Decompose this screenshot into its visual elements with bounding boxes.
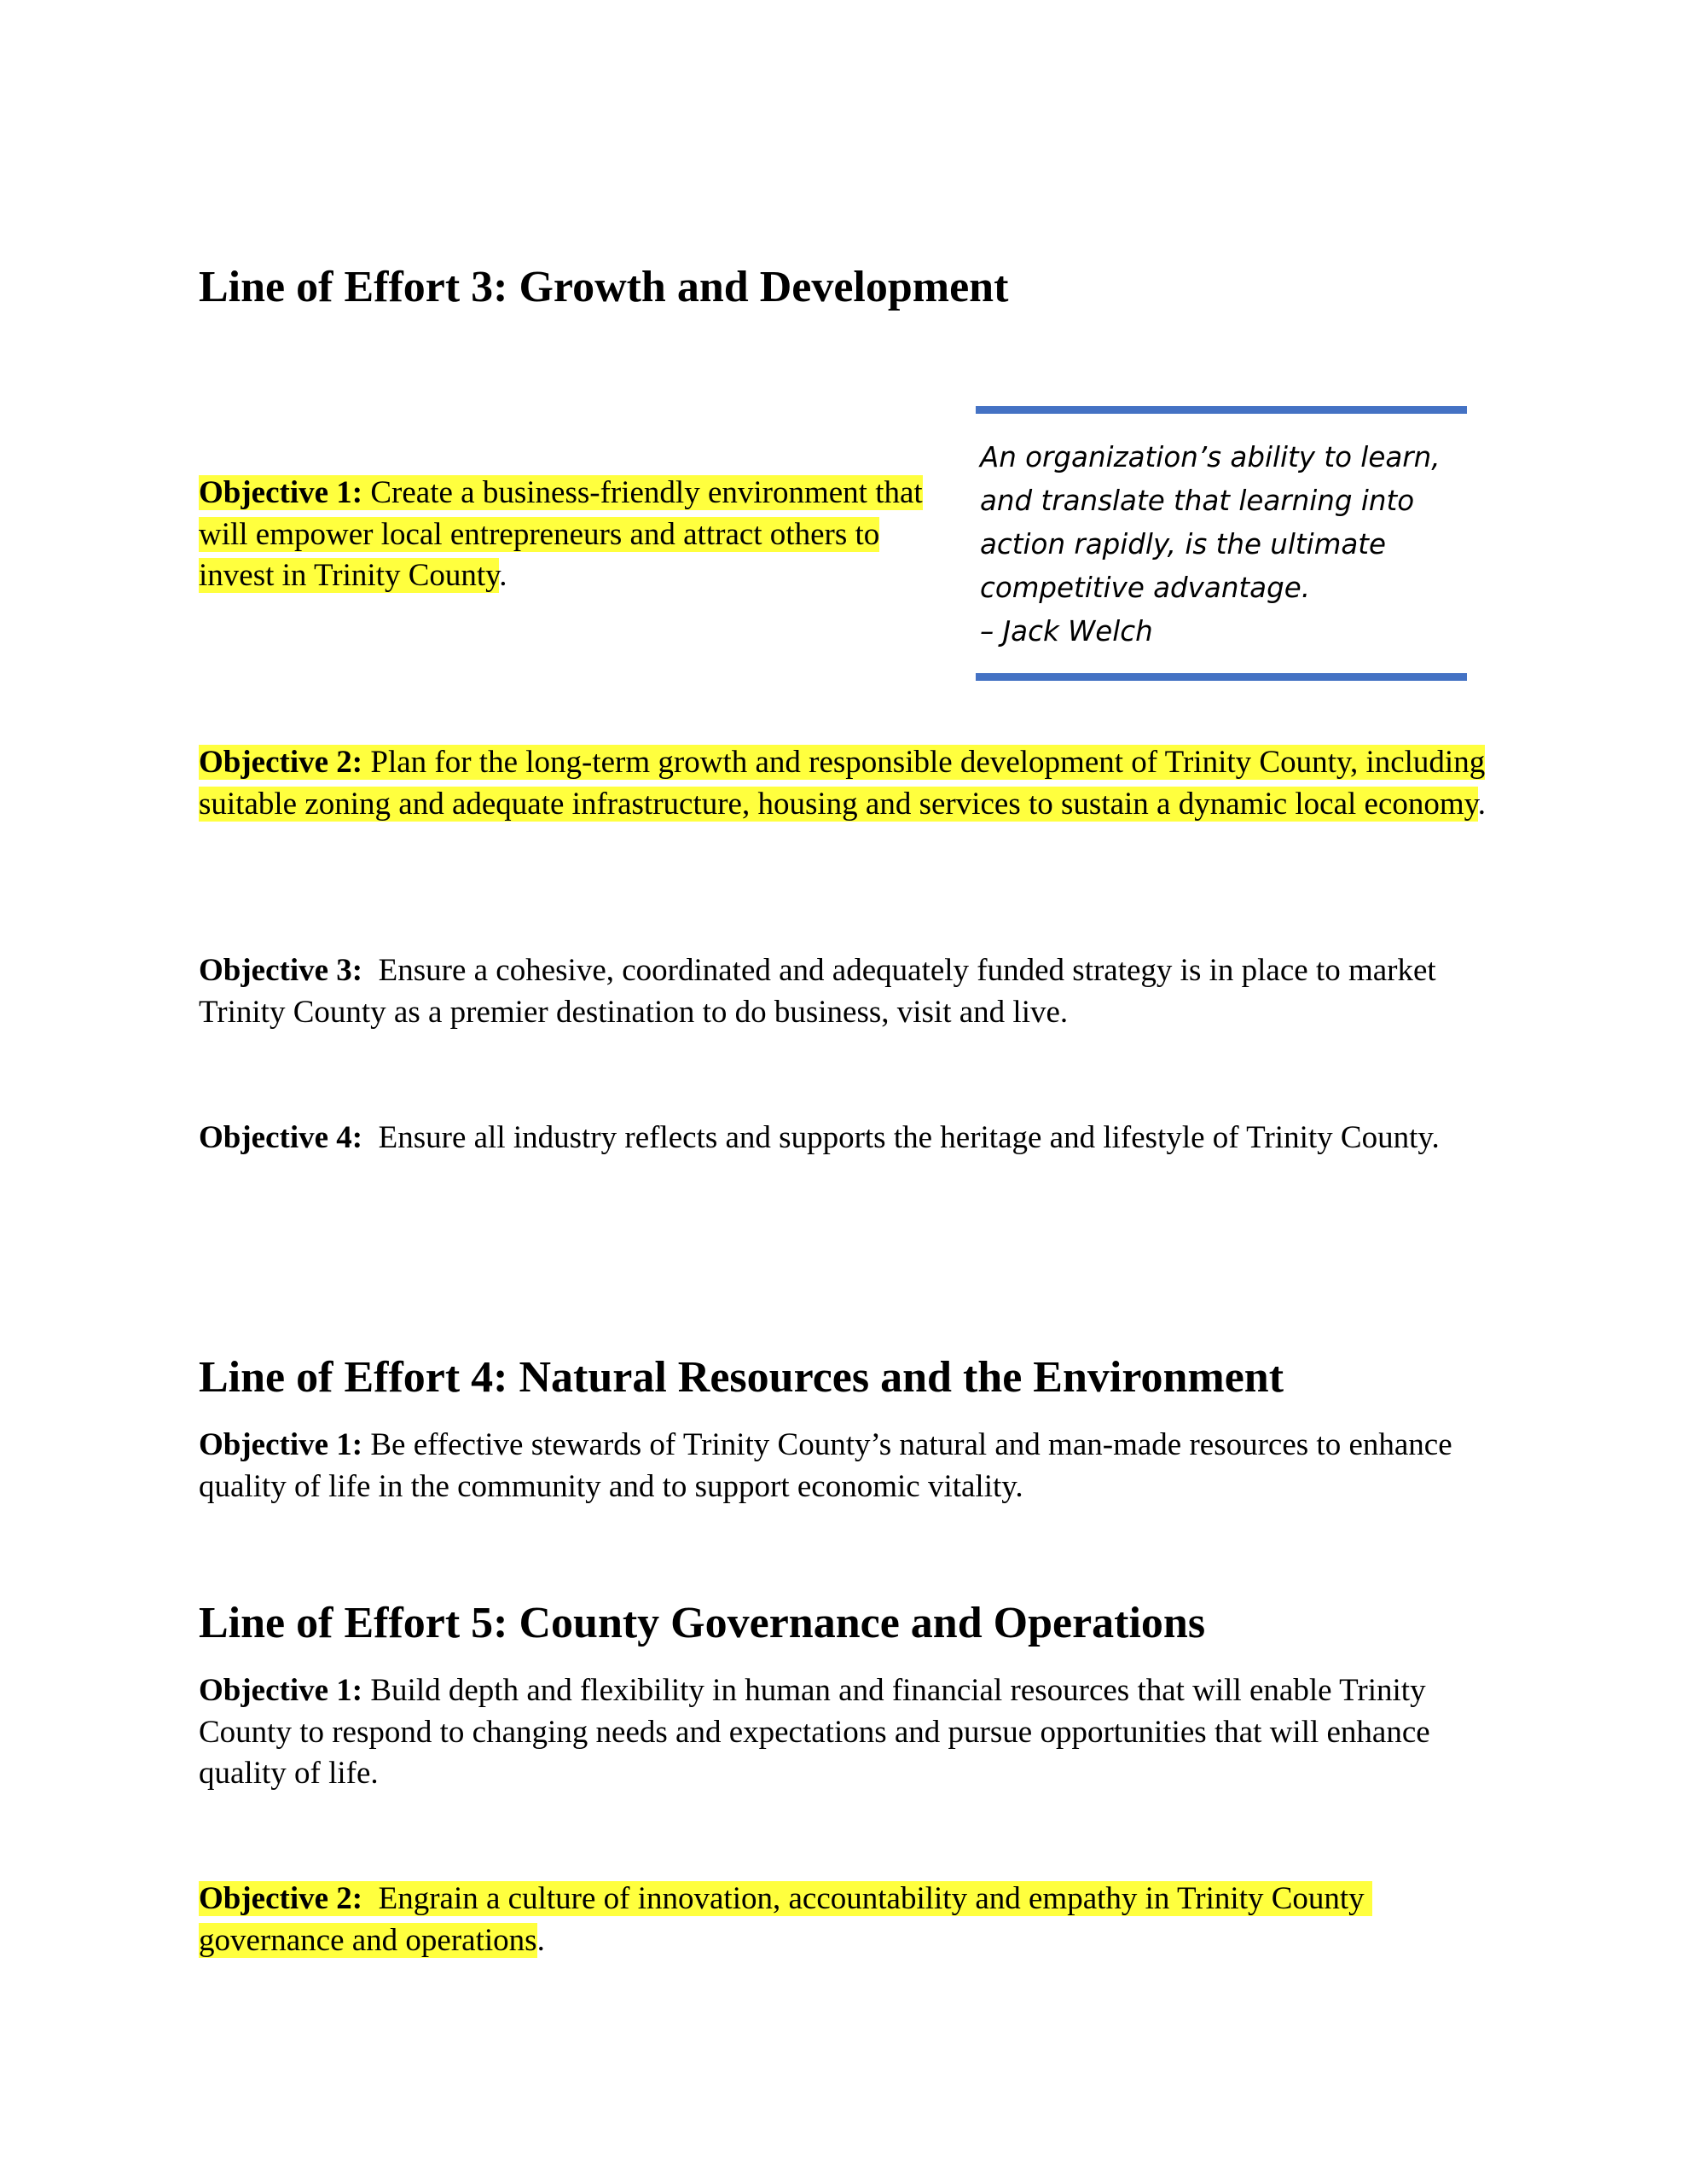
highlighted-text	[199, 1881, 1372, 1958]
quote-rule-top	[976, 406, 1467, 414]
highlighted-text	[199, 745, 1485, 822]
loe5-objective-1	[199, 1670, 1512, 1795]
objective-label: Objective 1:	[199, 475, 363, 510]
quote-line: competitive advantage.	[980, 572, 1311, 604]
loe3-objective-1	[199, 473, 949, 597]
objective-text: Create a business-friendly environment that will empower local entrepreneurs and attract others to invest in Trinity County	[199, 475, 923, 593]
quote-text	[980, 436, 1466, 653]
objective-trailing: .	[536, 1922, 545, 1958]
objective-text: Build depth and flexibility in human and financial resources that will enable Trinity County to respond to changing needs and expectations and pursue opportunities that will enhance quality of life.	[199, 1673, 1430, 1791]
objective-text: Engrain a culture of innovation, accountability and empathy in Trinity County governance and operations	[199, 1881, 1372, 1958]
objective-text: Ensure all industry reflects and supports the heritage and lifestyle of Trinity County.	[362, 1120, 1440, 1155]
quote-line: and translate that learning into	[980, 485, 1415, 517]
quote-line: action rapidly, is the ultimate	[980, 528, 1387, 561]
highlighted-text	[199, 475, 923, 593]
loe3-objective-3	[199, 950, 1495, 1033]
quote-attribution: – Jack Welch	[980, 615, 1153, 648]
objective-trailing: .	[499, 558, 507, 593]
objective-label: Objective 1:	[199, 1673, 363, 1708]
section-heading-loe3: Line of Effort 3: Growth and Development	[199, 263, 1009, 311]
quote-line: An organization’s ability to learn,	[980, 441, 1441, 473]
objective-label: Objective 1:	[199, 1427, 363, 1462]
quote-rule-bottom	[976, 673, 1467, 681]
loe4-objective-1	[199, 1425, 1495, 1507]
objective-trailing: .	[1477, 786, 1486, 822]
section-heading-loe5: Line of Effort 5: County Governance and Operations	[199, 1599, 1206, 1647]
loe5-objective-2	[199, 1879, 1495, 1961]
objective-label: Objective 4:	[199, 1120, 363, 1155]
objective-label: Objective 2:	[199, 745, 363, 780]
loe3-objective-4	[199, 1118, 1495, 1159]
objective-text: Ensure a cohesive, coordinated and adequately funded strategy is in place to market Trinity County as a premier destination to do business, visit and live.	[199, 953, 1444, 1030]
objective-text: Plan for the long-term growth and responsible development of Trinity County, including suitable zoning and adequate infrastructure, housing and services to sustain a dynamic local economy	[199, 745, 1486, 822]
loe3-objective-2	[199, 742, 1495, 825]
objective-label: Objective 2:	[199, 1881, 363, 1916]
quote-box	[976, 406, 1467, 684]
objective-label: Objective 3:	[199, 953, 363, 988]
objective-text: Be effective stewards of Trinity County’s natural and man-made resources to enhance quality of life in the community and to support economic vitality.	[199, 1427, 1452, 1504]
section-heading-loe4: Line of Effort 4: Natural Resources and the Environment	[199, 1353, 1284, 1402]
